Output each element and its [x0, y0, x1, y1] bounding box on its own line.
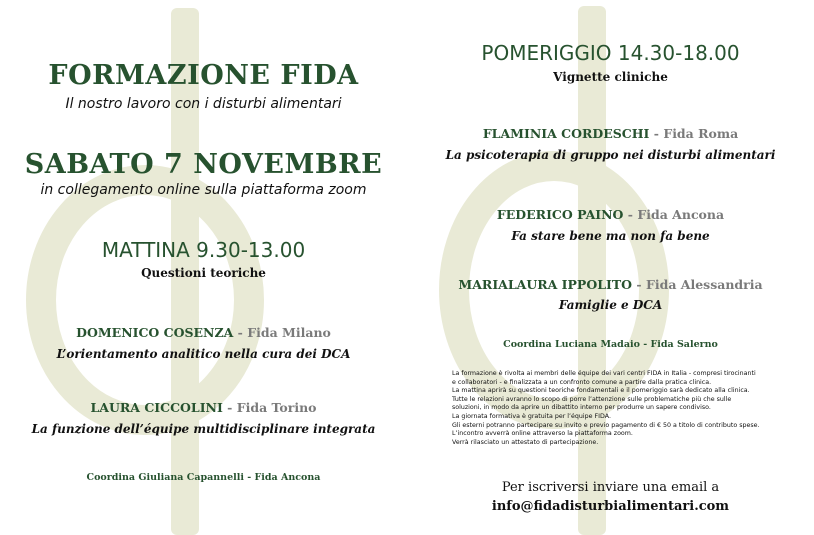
page-title: FORMAZIONE FIDA	[48, 60, 359, 91]
talk-speaker-line	[407, 277, 814, 292]
talk-speaker-line	[0, 400, 407, 415]
speaker-name: MARIALAURA IPPOLITO	[458, 277, 633, 292]
speaker-name: DOMENICO COSENZA	[76, 325, 234, 340]
info-line: L’incontro avverrà online attraverso la piattaforma zoom.	[452, 430, 633, 438]
contact-email: info@fidadisturbialimentari.com	[491, 499, 730, 514]
morning-coordinator: Coordina Giuliana Capannelli - Fida Ancona	[86, 472, 321, 483]
event-platform-note: in collegamento online sulla piattaforma zoom	[40, 182, 367, 198]
speaker-org: - Fida Milano	[233, 325, 331, 340]
talk-speaker-line	[407, 207, 814, 222]
talk-title: L’orientamento analitico nella cura dei DCA	[56, 347, 351, 361]
event-date: SABATO 7 NOVEMBRE	[24, 149, 383, 180]
talk-title: La psicoterapia di gruppo nei disturbi alimentari	[445, 148, 776, 162]
speaker-org: - Fida Torino	[222, 400, 317, 415]
info-line: Tutte le relazioni avranno lo scopo di porre l’attenzione sulle problematiche più che sulle	[452, 395, 732, 403]
afternoon-section-title: Vignette cliniche	[553, 70, 668, 84]
speaker-org: - Fida Roma	[649, 126, 739, 141]
talk-title: Fa stare bene ma non fa bene	[511, 229, 710, 243]
afternoon-session-time: POMERIGGIO 14.30-18.00	[481, 41, 740, 65]
page-subtitle: Il nostro lavoro con i disturbi alimentari	[65, 96, 342, 112]
talk-title: La funzione dell’équipe multidisciplinare integrata	[31, 422, 376, 436]
info-paragraph	[452, 370, 802, 447]
afternoon-coordinator: Coordina Luciana Madaio - Fida Salerno	[503, 339, 718, 350]
info-line: La formazione è rivolta ai membri delle équipe dei vari centri FIDA in Italia - compresi tirocinanti	[452, 370, 756, 377]
info-line: Gli esterni potranno partecipare su invito e previo pagamento di € 50 a titolo di contributo spese.	[452, 421, 760, 429]
morning-session-time: MATTINA 9.30-13.00	[101, 238, 306, 262]
speaker-org: - Fida Alessandria	[632, 277, 763, 292]
afternoon-panel	[407, 0, 814, 535]
talk-speaker-line	[407, 126, 814, 141]
info-line: La giornata formativa è gratuita per l’équipe FIDA.	[452, 412, 611, 420]
talk-title: Famiglie e DCA	[558, 298, 663, 312]
talk-speaker-line	[0, 325, 407, 340]
speaker-org: - Fida Ancona	[623, 207, 725, 222]
speaker-name: FEDERICO PAINO	[496, 207, 624, 222]
info-line: Verrà rilasciato un attestato di partecipazione.	[452, 438, 599, 446]
info-line: soluzioni, in modo da aprire un dibattito interno per produrre un sapere condiviso.	[452, 404, 711, 412]
speaker-name: LAURA CICCOLINI	[90, 400, 223, 415]
registration-text: Per iscriversi inviare una email a	[501, 480, 720, 495]
info-line: e collaboratori - e finalizzata a un confronto comune a partire dalla pratica clinica.	[452, 378, 712, 386]
morning-section-title: Questioni teoriche	[141, 266, 266, 280]
info-line: La mattina aprirà su questioni teoriche fondamentali e il pomeriggio sarà dedicato alla clinica.	[452, 387, 750, 395]
speaker-name: FLAMINIA CORDESCHI	[482, 126, 650, 141]
